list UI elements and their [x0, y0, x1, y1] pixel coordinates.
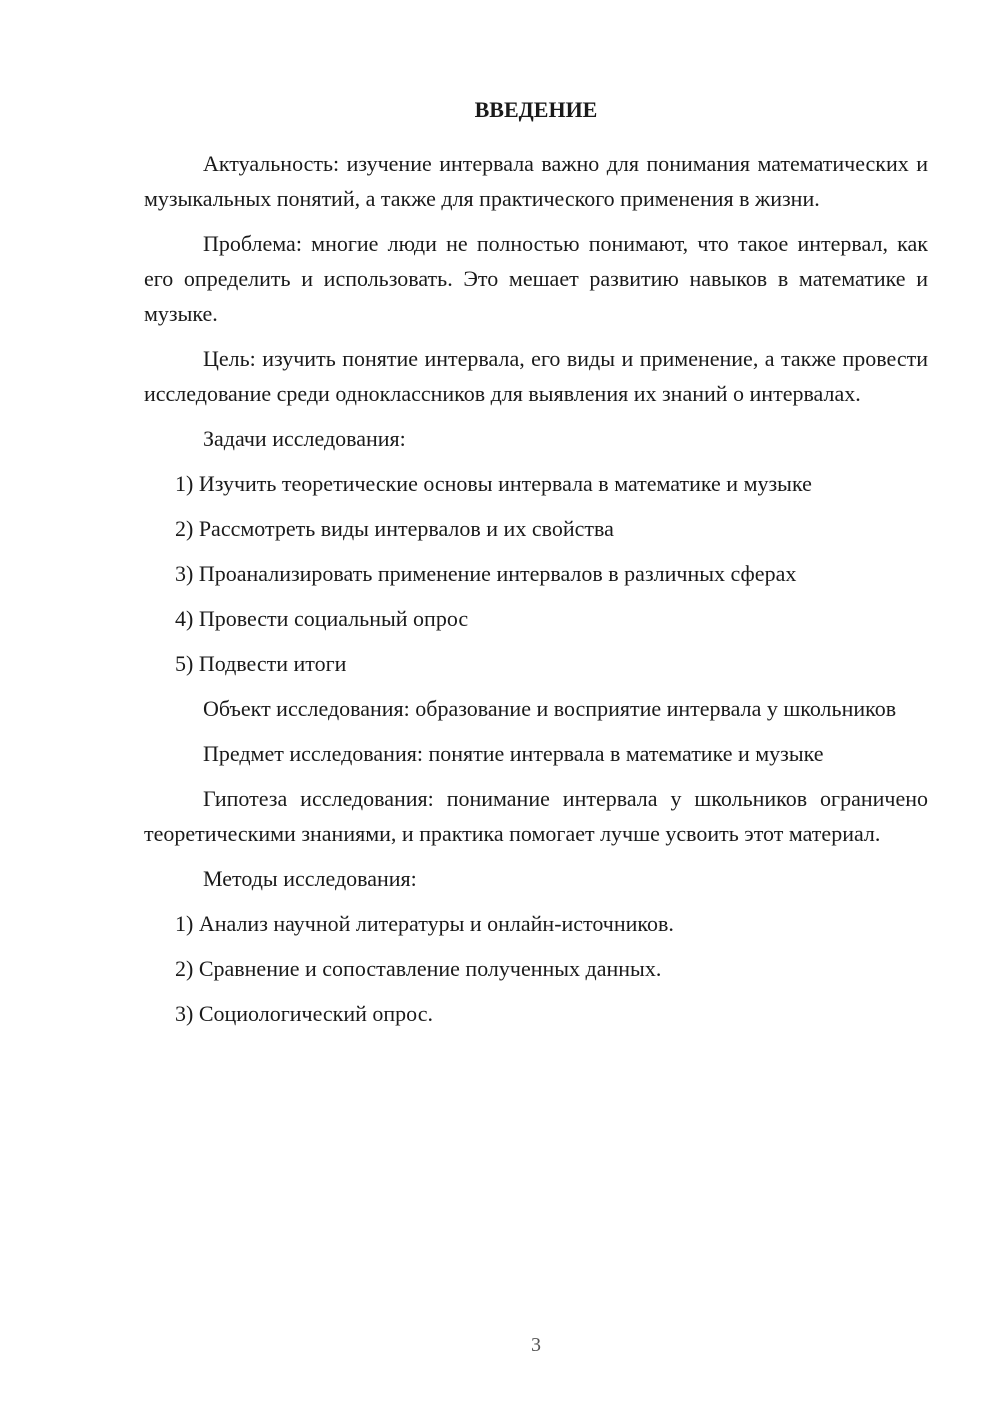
list-item: 2) Сравнение и сопоставление полученных данных.	[175, 956, 662, 981]
relevance-paragraph: Актуальность: изучение интервала важно для понимания математических и музыкальных понятий, а также для практического применения в жизни.	[144, 151, 928, 211]
object-paragraph: Объект исследования: образование и восприятие интервала у школьников	[203, 696, 897, 721]
list-item: 4) Провести социальный опрос	[175, 606, 469, 631]
list-item: 3) Проанализировать применение интервалов в различных сферах	[175, 561, 797, 586]
tasks-heading: Задачи исследования:	[203, 426, 406, 451]
tasks-list	[144, 466, 928, 681]
list-item: 5) Подвести итоги	[175, 651, 347, 676]
list-item: 2) Рассмотреть виды интервалов и их свойства	[175, 516, 614, 541]
goal-paragraph: Цель: изучить понятие интервала, его виды и применение, а также провести исследование среди одноклассников для выявления их знаний о интервалах.	[144, 346, 928, 406]
list-item: 1) Анализ научной литературы и онлайн-источников.	[175, 911, 674, 936]
page-number: 3	[531, 1334, 541, 1356]
methods-list	[144, 906, 928, 1031]
list-item: 3) Социологический опрос.	[175, 1001, 433, 1026]
document-body	[144, 96, 928, 1041]
problem-paragraph: Проблема: многие люди не полностью понимают, что такое интервал, как его определить и использовать. Это мешает развитию навыков в математике и музыке.	[144, 231, 928, 326]
hypothesis-paragraph: Гипотеза исследования: понимание интервала у школьников ограничено теоретическими знаниями, и практика помогает лучше усвоить этот материал.	[144, 786, 928, 846]
subject-paragraph: Предмет исследования: понятие интервала в математике и музыке	[203, 741, 824, 766]
methods-heading: Методы исследования:	[203, 866, 417, 891]
document-title: ВВЕДЕНИЕ	[474, 97, 598, 122]
list-item: 1) Изучить теоретические основы интервала в математике и музыке	[175, 471, 812, 496]
